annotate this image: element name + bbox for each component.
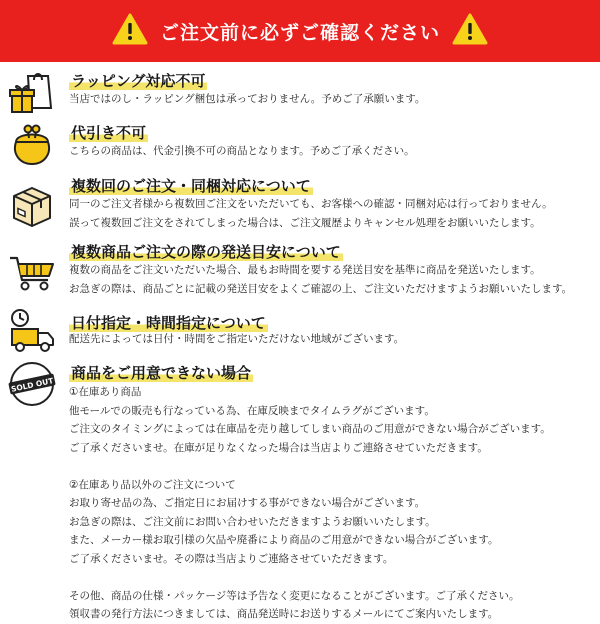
section-body: 複数の商品をご注文いただいた場合、最もお時間を要する発送目安を基準に商品を発送いたします。 お急ぎの際は、商品ごとに記載の発送目安をよくご確認の上、ご注文いただけますようお願いいたします。	[69, 264, 573, 295]
shopping-bag-gift-icon	[8, 68, 56, 116]
svg-text:SOLD OUT: SOLD OUT	[10, 376, 55, 394]
banner-title: ご注文前に必ずご確認ください	[159, 21, 440, 44]
section-heading: 複数回のご注文・同梱対応について	[71, 177, 311, 195]
section-heading: 商品をご用意できない場合	[71, 364, 252, 382]
section-body: 当店ではのし・ラッピング梱包は承っておりません。予めご了承願います。	[69, 93, 426, 105]
coin-purse-icon	[8, 120, 56, 168]
shopping-cart-icon	[8, 248, 56, 296]
section-heading: 代引き不可	[71, 124, 147, 142]
delivery-truck-icon	[8, 307, 56, 355]
section-heading: 複数商品ご注文の際の発送目安について	[71, 243, 341, 261]
section-body: こちらの商品は、代金引換不可の商品となります。予めご了承ください。	[69, 145, 415, 157]
section-body: ①在庫あり商品 他モールでの販売も行なっている為、在庫反映までタイムラグがございます。 ご注文のタイミングによっては在庫品を売り越してしまい商品のご用意ができない場合がございます。 ご了承くださいませ。在庫が足りなくなった場合は当店よりご連絡させていただきます。 ②在庫あり品以外のご注文について お取り寄せ品の為、ご指定日にお届けする事ができない場合がございます。 お急ぎの際は、ご注文前にお問い合わせいただきますようお願いいたします。 また、メーカー様お取引様の欠品や廃番により商品のご用意ができない場合がございます。 ご了承くださいませ。その際は当店よりご連絡させていただきます。 その他、商品の仕様・パッケージ等は予告なく変更になることがございます。ご了承ください。 領収書の発行方法につきましては、商品発送時にお送りするメールにてご案内いたします。	[69, 386, 551, 620]
warning-banner	[0, 0, 600, 62]
section-heading: ラッピング対応不可	[71, 72, 206, 90]
sold-out-icon	[8, 360, 56, 408]
warning-icon	[112, 13, 148, 45]
section-body: 同一のご注文者様から複数回ご注文をいただいても、お客様への確認・同梱対応は行っておりません。 誤って複数回ご注文をされてしまった場合は、ご注文履歴よりキャンセル処理をお願いいたします。	[69, 198, 553, 229]
cardboard-box-icon	[8, 180, 56, 228]
warning-icon	[452, 13, 488, 45]
section-body: 配送先によっては日付・時間をご指定いただけない地域がございます。	[69, 333, 405, 345]
section-heading: 日付指定・時間指定について	[71, 314, 266, 332]
